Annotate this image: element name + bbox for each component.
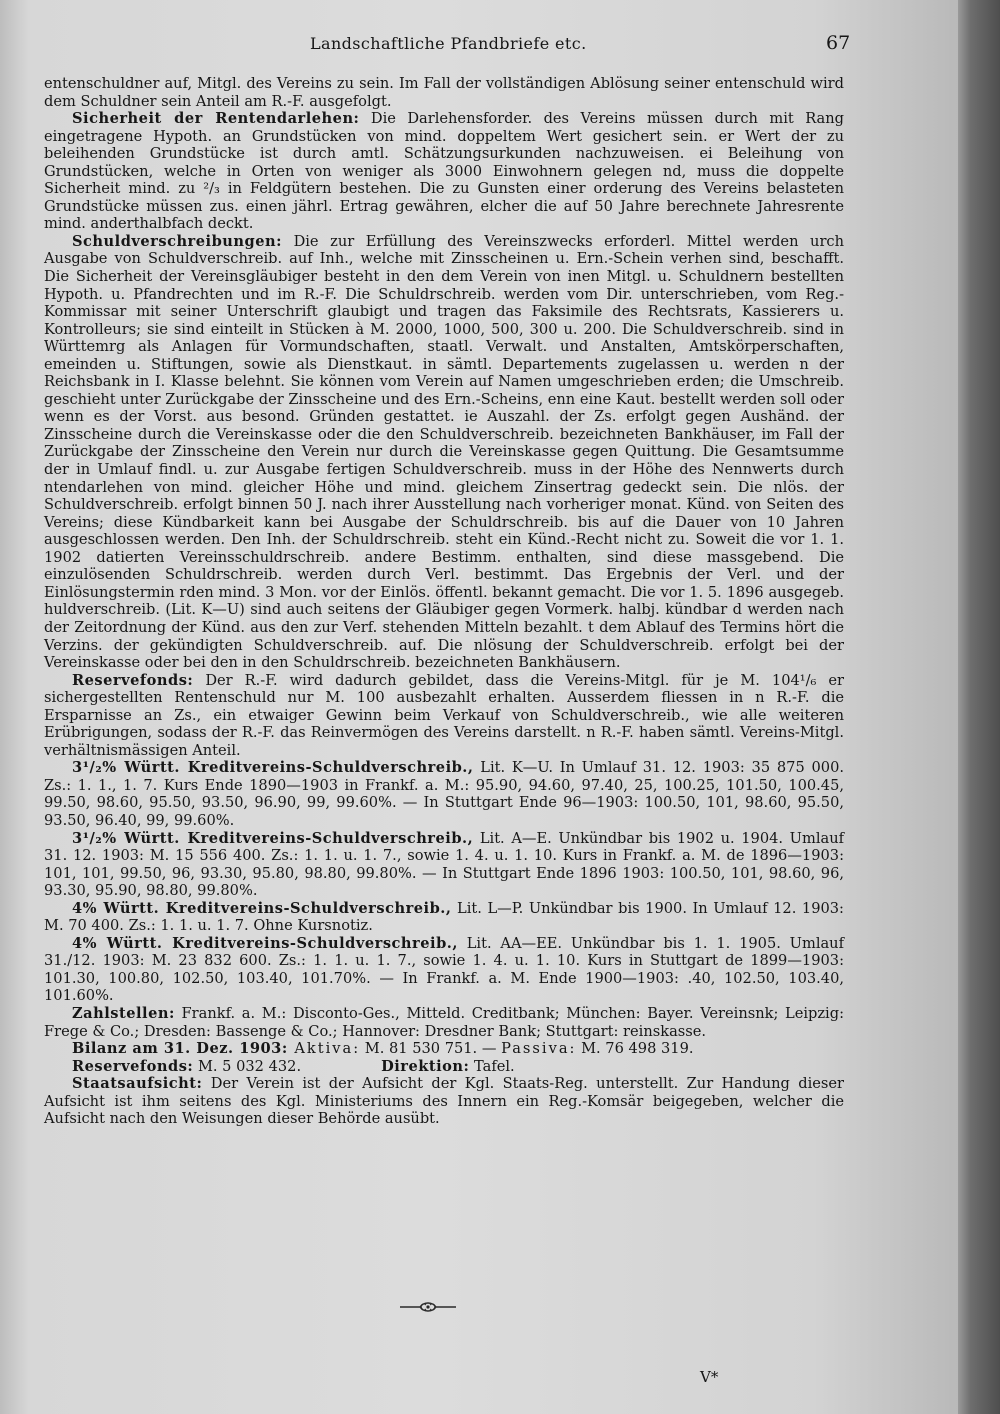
paragraph-text: Die zur Erfüllung des Vereinszwecks erforderl. Mittel werden urch Ausgabe von Schuldverschreib. auf Inh., welche mit Zinsscheinen u. Ern.-Schein verhen sind, beschafft. Die Sicherheit der Vereinsgläubiger besteht in den dem Verein von inen Mitgl. u. Schuldnern bestellten Hypoth. u. Pfandrechten und im R.-F. Die Schuldrschreib. werden vom Dir. unterschrieben, vom Reg.-Kommissar mit seiner Unterschrift glaubigt und tragen das Faksimile des Rechtsrats, Kassierers u. Kontrolleurs; sie sind einteilt in Stücken à M. 2000, 1000, 500, 300 u. 200. Die Schuldverschreib. sind in Württemrg als Anlagen für Vormundschaften, staatl. Verwalt. und Anstalten, Amtskörperschaften, emeinden u. Stiftungen, sowie als Dienstkaut. in sämtl. Departements zugelassen u. werden n der Reichsbank in I. Klasse belehnt. Sie können vom Verein auf Namen umgeschrieben erden; die Umschreib. geschieht unter Zurückgabe der Zinsscheine und des Ern.-Scheins, enn eine Kaut. bestellt werden soll oder wenn es der Vorst. aus besond. Gründen gestattet. ie Auszahl. der Zs. erfolgt gegen Aushänd. der Zinsscheine durch die Vereinskasse oder die den Schuldverschreib. bezeichneten Bankhäuser, im Fall der Zurückgabe der Zinsscheine den Verein nur durch die Vereinskasse gegen Quittung. Die Gesamtsumme der in Umlauf findl. u. zur Ausgabe fertigen Schuldverschreib. muss in der Höhe des Nennwerts durch ntendarlehen von mind. gleicher Höhe und mind. gleichem Zinsertrag gedeckt sein. Die nlös. der Schuldverschreib. erfolgt binnen 50 J. nach ihrer Ausstellung nach vorheriger monat. Künd. von Seiten des Vereins; diese Kündbarkeit kann bei Ausgabe der Schuldrschreib. bis auf die Dauer von 10 Jahren ausgeschlossen werden. Den Inh. der Schuldrschreib. steht ein Künd.-Recht nicht zu. Soweit die vor 1. 1. 1902 datierten Vereinsschuldrschreib. andere Bestimm. enthalten, sind diese massgebend. Die einzulösenden Schuldrschreib. werden durch Verl. bestimmt. Das Ergebnis der Verl. und der Einlösungstermin rden mind. 3 Mon. vor der Einlös. öffentl. bekannt gemacht. Die vor 1. 5. 1896 ausgegeb. huldverschreib. (Lit. K—U) sind auch seitens der Gläubiger gegen Vormerk. halbj. kündbar d werden nach der Zeitordnung der Künd. aus den zur Verf. stehenden Mitteln bezahlt. t dem Ablauf des Termins hört die Verzins. der gekündigten Schuldverschreib. auf. Die nlösung der Schuldverschreib. erfolgt bei der Vereinskasse oder bei den in den Schuldrschreib. bezeichneten Bankhäusern.	[44, 232, 844, 672]
page-header	[0, 34, 958, 58]
section-heading-reserve-fund: Reservefonds:	[72, 1057, 194, 1075]
paragraph-reserve-fund	[44, 672, 844, 760]
paragraph-bonds	[44, 233, 844, 672]
section-heading-direction: Direktion:	[381, 1057, 470, 1075]
running-title: Landschaftliche Pfandbriefe etc.	[310, 34, 587, 53]
paragraph-text: Lit. L—P. Unkündbar bis 1900. In Umlauf 12. 1903: M. 70 400. Zs.: 1. 1. u. 1. 7. Ohne Kursnotiz.	[44, 899, 844, 935]
bond-heading: 3¹/₂% Württ. Kreditvereins-Schuldverschreib.,	[72, 759, 474, 777]
passiva-label: Passiva:	[501, 1040, 577, 1058]
bond-heading: 3¹/₂% Württ. Kreditvereins-Schuldverschreib.,	[72, 829, 474, 847]
aktiva-value: M. 81 530 751. —	[360, 1040, 502, 1058]
direction-value: Tafel.	[469, 1057, 515, 1075]
bond-heading: 4% Württ. Kreditvereins-Schuldverschreib.,	[72, 899, 452, 917]
page-body	[44, 75, 844, 1128]
paragraph-security	[44, 110, 844, 233]
page-number: 67	[826, 32, 851, 54]
section-heading-paying-agents: Zahlstellen:	[72, 1004, 175, 1022]
paragraph-bond-issue-a-e	[44, 830, 844, 900]
section-heading-bonds: Schuldverschreibungen:	[72, 232, 282, 250]
paragraph-state-supervision	[44, 1075, 844, 1128]
paragraph-paying-agents	[44, 1005, 844, 1040]
bond-heading: 4% Württ. Kreditvereins-Schuldverschreib.,	[72, 934, 458, 952]
section-heading-balance: Bilanz am 31. Dez. 1903:	[72, 1040, 288, 1058]
paragraph-reserve-and-direction	[44, 1058, 844, 1076]
paragraph-membership	[44, 75, 844, 110]
paragraph-text: Der R.-F. wird dadurch gebildet, dass die Vereins-Mitgl. für je M. 104¹/₆ er sichergestellten Rentenschuld nur M. 100 ausbezahlt erhalten. Ausserdem fliessen in n R.-F. die Ersparnisse an Zs., ein etwaiger Gewinn beim Verkauf von Schuldverschreib., wie alle weiteren Erübrigungen, sodass der R.-F. das Reinvermögen des Vereins darstellt. n R.-F. haben sämtl. Vereins-Mitgl. verhältnismässigen Anteil.	[44, 671, 844, 759]
paragraph-text: Frankf. a. M.: Disconto-Ges., Mitteld. Creditbank; München: Bayer. Vereinsnk; Leipzig: Frege & Co.; Dresden: Bassenge & Co.; Hannover: Dresdner Bank; Stuttgart: reinskasse.	[44, 1004, 844, 1040]
paragraph-bond-issue-k-u	[44, 759, 844, 829]
paragraph-balance-sheet	[44, 1040, 844, 1058]
reserve-fund-value: M. 5 032 432.	[193, 1057, 302, 1075]
book-edge	[958, 0, 1000, 1414]
passiva-value: M. 76 498 319.	[576, 1040, 694, 1058]
section-heading-reserve-fund: Reservefonds:	[72, 671, 194, 689]
paragraph-text: Der Verein ist der Aufsicht der Kgl. Staats-Reg. unterstellt. Zur Handung dieser Aufsicht ist ihm seitens des Kgl. Ministeriums des Innern ein Reg.-Komsär beigegeben, welcher die Aufsicht nach den Weisungen dieser Behörde ausübt.	[44, 1075, 844, 1128]
paragraph-text: Lit. A—E. Unkündbar bis 1902 u. 1904. Umlauf 31. 12. 1903: M. 15 556 400. Zs.: 1. 1. u. 1. 7., sowie 1. 4. u. 1. 10. Kurs in Frankf. a. M. de 1896—1903: 101, 101, 99.50, 96, 93.30, 95.80, 98.80, 99.80%. — In Stuttgart Ende 1896 1903: 100.50, 101, 98.60, 96, 93.30, 95.90, 98.80, 99.80%.	[44, 829, 844, 900]
aktiva-label: Aktiva:	[287, 1040, 361, 1058]
paragraph-bond-issue-aa-ee	[44, 935, 844, 1005]
signature-mark: V*	[700, 1368, 719, 1386]
paragraph-text: Die Darlehensforder. des Vereins müssen durch mit Rang eingetragene Hypoth. an Grundstücken von mind. doppeltem Wert gesichert sein. er Wert der zu beleihenden Grundstücke ist durch amtl. Schätzungsurkunden nachzuweisen. ei Beleihung von Grundstücken, welche in Orten von weniger als 3000 Einwohnern gelegen nd, muss die doppelte Sicherheit mind. zu ²/₃ in Feldgütern bestehen. Die zu Gunsten einer orderung des Vereins belasteten Grundstücke müssen zus. einen jährl. Ertrag gewähren, elcher die auf 50 Jahre berechnete Jahresrente mind. anderthalbfach deckt.	[44, 110, 844, 233]
paragraph-bond-issue-l-p	[44, 900, 844, 935]
paragraph-text: Lit. K—U. In Umlauf 31. 12. 1903: 35 875 000. Zs.: 1. 1., 1. 7. Kurs Ende 1890—1903 in Frankf. a. M.: 95.90, 94.60, 97.40, 25, 100.25, 101.50, 100.45, 99.50, 98.60, 95.50, 93.50, 96.90, 99, 99.60%. — In Stuttgart Ende 96—1903: 100.50, 101, 98.60, 95.50, 93.50, 96.40, 99, 99.60%.	[44, 759, 844, 829]
ornament-divider	[398, 1298, 458, 1316]
paragraph-text: entenschuldner auf, Mitgl. des Vereins zu sein. Im Fall der vollständigen Ablösung seiner entenschuld wird dem Schuldner sein Anteil am R.-F. ausgefolgt.	[44, 75, 844, 110]
section-heading-security: Sicherheit der Rentendarlehen:	[72, 110, 360, 128]
paragraph-text: Lit. AA—EE. Unkündbar bis 1. 1. 1905. Umlauf 31./12. 1903: M. 23 832 600. Zs.: 1. 1. u. 1. 7., sowie 1. 4. u. 1. 10. Kurs in Stuttgart de 1899—1903: 101.30, 100.80, 102.50, 103.40, 101.70%. — In Frankf. a. M. Ende 1900—1903: .40, 102.50, 103.40, 101.60%.	[44, 934, 844, 1005]
section-heading-state-supervision: Staatsaufsicht:	[72, 1075, 203, 1093]
